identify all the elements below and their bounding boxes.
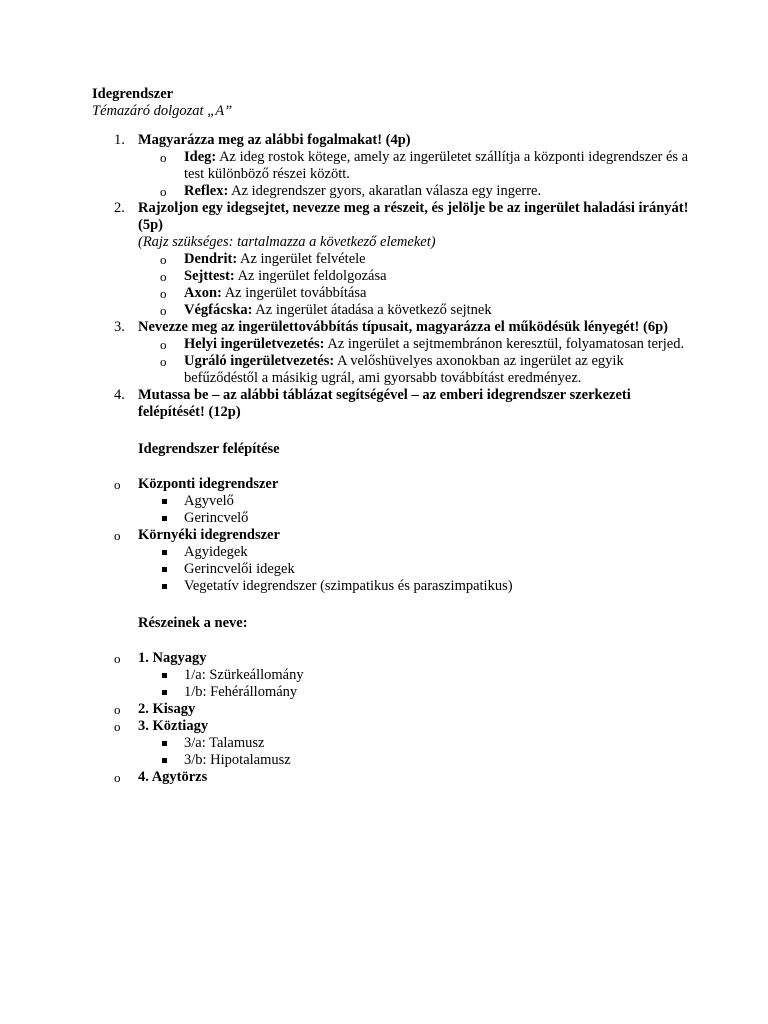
list-item: [92, 769, 692, 786]
sub-list: [138, 667, 692, 701]
list-item: [138, 183, 692, 200]
square-bullet-icon: [162, 690, 167, 695]
list-item: [138, 285, 692, 302]
square-bullet-icon: [162, 673, 167, 678]
circle-bullet-icon: o: [160, 184, 167, 199]
list-item: [138, 302, 692, 319]
term: Reflex:: [184, 183, 229, 199]
structure-heading: Idegrendszer felépítése: [138, 441, 280, 457]
term: Ideg:: [184, 149, 217, 165]
item-text: 3/a: Talamusz: [184, 735, 265, 751]
answer-list: [138, 251, 692, 319]
definition: Az ingerület átadása a következő sejtnek: [255, 302, 492, 318]
definition: Az ideg rostok kötege, amely az ingerületet szállítja a központi idegrendszer és a test különböző részei között.: [184, 149, 689, 182]
sub-list: [138, 544, 692, 595]
circle-bullet-icon: o: [114, 528, 121, 543]
item-text: Gerincvelő: [184, 510, 249, 526]
square-bullet-icon: [162, 516, 167, 521]
circle-bullet-icon: o: [160, 269, 167, 284]
square-bullet-icon: [162, 584, 167, 589]
list-item: [138, 735, 692, 752]
item-text: Agyvelő: [184, 493, 234, 509]
list-item: [92, 527, 692, 595]
answer-list: [138, 336, 692, 387]
circle-bullet-icon: o: [160, 303, 167, 318]
question-list: [92, 132, 692, 421]
list-item: [138, 493, 692, 510]
definition: Az ingerület a sejtmembránon keresztül, folyamatosan terjed.: [327, 336, 685, 352]
list-item: [138, 544, 692, 561]
question-2: [92, 200, 692, 319]
question-number: 4.: [114, 387, 125, 403]
list-item: [138, 684, 692, 701]
group-label: 1. Nagyagy: [138, 650, 207, 666]
definition: Az ingerület továbbítása: [224, 285, 367, 301]
question-number: 3.: [114, 319, 125, 335]
document-page: [92, 86, 692, 786]
list-item: [92, 476, 692, 527]
list-item: [138, 353, 692, 387]
group-label: 2. Kisagy: [138, 701, 196, 717]
list-item: [138, 752, 692, 769]
group-label: 3. Köztiagy: [138, 718, 209, 734]
term: Ugráló ingerületvezetés:: [184, 353, 335, 369]
list-item: [138, 149, 692, 183]
circle-bullet-icon: o: [114, 651, 121, 666]
item-text: 3/b: Hipotalamusz: [184, 752, 291, 768]
question-text: Nevezze meg az ingerülettovábbítás típusait, magyarázza el működésük lényegét! (6p): [138, 319, 668, 335]
circle-bullet-icon: o: [160, 286, 167, 301]
circle-bullet-icon: o: [114, 770, 121, 785]
item-text: Vegetatív idegrendszer (szimpatikus és paraszimpatikus): [184, 578, 513, 594]
question-text: Rajzoljon egy idegsejtet, nevezze meg a részeit, és jelölje be az ingerület haladási irányát! (5p): [138, 200, 689, 233]
document-subtitle: Témazáró dolgozat „A”: [92, 103, 233, 119]
list-item: [138, 578, 692, 595]
sub-list: [138, 493, 692, 527]
term: Sejttest:: [184, 268, 235, 284]
item-text: 1/b: Fehérállomány: [184, 684, 298, 700]
circle-bullet-icon: o: [160, 252, 167, 267]
question-number: 1.: [114, 132, 125, 148]
circle-bullet-icon: o: [160, 354, 167, 369]
definition: Az idegrendszer gyors, akaratlan válasza egy ingerre.: [231, 183, 542, 199]
square-bullet-icon: [162, 550, 167, 555]
term: Axon:: [184, 285, 222, 301]
item-text: 1/a: Szürkeállomány: [184, 667, 304, 683]
term: Helyi ingerületvezetés:: [184, 336, 325, 352]
structure-list: [92, 476, 692, 595]
question-1: [92, 132, 692, 200]
question-text: Magyarázza meg az alábbi fogalmakat! (4p): [138, 132, 411, 148]
circle-bullet-icon: o: [114, 702, 121, 717]
sub-list: [138, 735, 692, 769]
question-number: 2.: [114, 200, 125, 216]
definition: A velőshüvelyes axonokban az ingerület az egyik befűződéstől a másikig ugrál, ami gyorsabb továbbítást eredményez.: [184, 353, 624, 386]
document-title: Idegrendszer: [92, 86, 174, 102]
circle-bullet-icon: o: [114, 477, 121, 492]
item-text: Agyidegek: [184, 544, 248, 560]
term: Végfácska:: [184, 302, 253, 318]
list-item: [138, 268, 692, 285]
group-label: Központi idegrendszer: [138, 476, 279, 492]
group-label: Környéki idegrendszer: [138, 527, 280, 543]
circle-bullet-icon: o: [114, 719, 121, 734]
question-3: [92, 319, 692, 387]
circle-bullet-icon: o: [160, 337, 167, 352]
answer-list: [138, 149, 692, 200]
parts-list: [92, 650, 692, 786]
list-item: [92, 701, 692, 718]
square-bullet-icon: [162, 499, 167, 504]
group-label: 4. Agytörzs: [138, 769, 208, 785]
list-item: [138, 510, 692, 527]
list-item: [138, 667, 692, 684]
parts-heading: Részeinek a neve:: [138, 615, 248, 631]
definition: Az ingerület feldolgozása: [237, 268, 387, 284]
term: Dendrit:: [184, 251, 238, 267]
question-4: [92, 387, 692, 421]
list-item: [138, 251, 692, 268]
item-text: Gerincvelői idegek: [184, 561, 295, 577]
list-item: [138, 336, 692, 353]
list-item: [138, 561, 692, 578]
square-bullet-icon: [162, 741, 167, 746]
list-item: [92, 650, 692, 701]
definition: Az ingerület felvétele: [240, 251, 366, 267]
list-item: [92, 718, 692, 769]
question-text: Mutassa be – az alábbi táblázat segítségével – az emberi idegrendszer szerkezeti felépítését! (12p): [138, 387, 631, 420]
question-note: (Rajz szükséges: tartalmazza a következő elemeket): [138, 234, 436, 250]
square-bullet-icon: [162, 758, 167, 763]
circle-bullet-icon: o: [160, 150, 167, 165]
square-bullet-icon: [162, 567, 167, 572]
